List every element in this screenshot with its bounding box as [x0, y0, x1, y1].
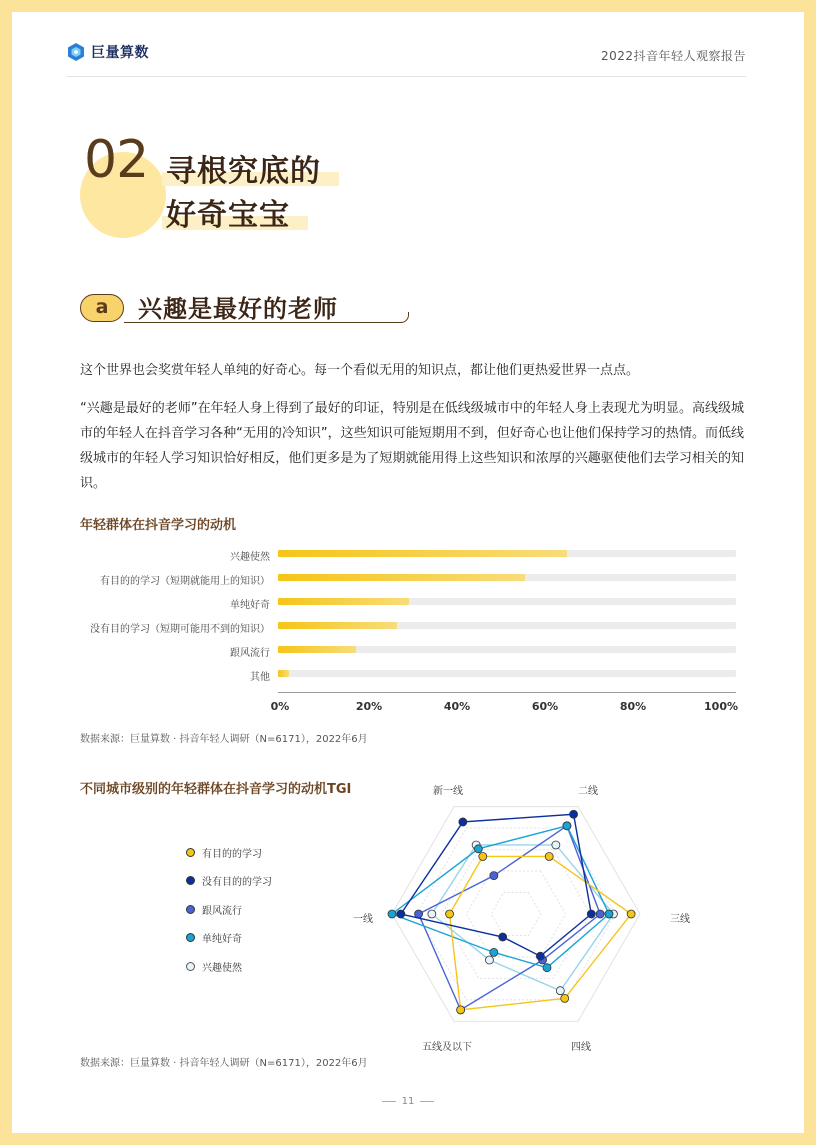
- radar-grid-ring: [466, 871, 565, 957]
- legend-label: 单纯好奇: [202, 934, 242, 946]
- bar-chart-title: 年轻群体在抖音学习的动机: [80, 518, 237, 533]
- radar-point: [545, 852, 553, 860]
- radar-axis-label: 四线: [571, 1042, 591, 1053]
- radar-point: [490, 872, 498, 880]
- legend-marker: [186, 933, 195, 942]
- radar-point: [479, 852, 487, 860]
- radar-point: [587, 910, 595, 918]
- radar-point: [539, 956, 547, 964]
- legend-label: 没有目的的学习: [202, 877, 272, 889]
- radar-point: [457, 1006, 465, 1014]
- radar-point: [536, 952, 544, 960]
- radar-axis-label: 五线及以下: [422, 1042, 472, 1053]
- radar-point: [563, 822, 571, 830]
- legend-item: [186, 924, 272, 953]
- bar-label: 兴趣使然: [230, 552, 270, 563]
- x-tick-label: 20%: [355, 700, 383, 713]
- x-tick-label: 80%: [619, 700, 647, 713]
- radar-series-line: [401, 814, 591, 956]
- radar-point: [457, 1006, 465, 1014]
- legend-label: 有目的的学习: [202, 848, 262, 860]
- radar-point: [543, 964, 551, 972]
- radar-grid-ring: [442, 850, 591, 979]
- report-page: [12, 12, 804, 1133]
- section-title-line1: 寻根究底的: [166, 146, 321, 190]
- bar: [278, 598, 409, 605]
- brand-logo-icon: [66, 42, 86, 62]
- radar-point: [552, 841, 560, 849]
- legend-marker: [186, 905, 195, 914]
- bar-track: [278, 646, 736, 653]
- radar-legend: [186, 838, 272, 981]
- radar-point: [472, 841, 480, 849]
- bar-chart-source: 数据来源：巨量算数 · 抖音年轻人调研（N=6171），2022年6月: [80, 734, 368, 745]
- radar-point: [485, 956, 493, 964]
- radar-series-line: [432, 845, 614, 991]
- radar-series-line: [450, 856, 632, 1009]
- radar-point: [428, 910, 436, 918]
- radar-grid-ring: [491, 893, 541, 936]
- radar-point: [556, 987, 564, 995]
- radar-axis-label: 二线: [578, 786, 598, 797]
- page-number: 11: [12, 1096, 804, 1107]
- radar-axis-label: 三线: [670, 914, 690, 925]
- radar-point: [415, 910, 423, 918]
- radar-point: [561, 994, 569, 1002]
- radar-point: [596, 910, 604, 918]
- radar-point: [474, 845, 482, 853]
- legend-marker: [186, 876, 195, 885]
- legend-item: [186, 952, 272, 981]
- bar: [278, 622, 397, 629]
- radar-point: [388, 910, 396, 918]
- subsection-badge: a: [80, 294, 124, 322]
- bar: [278, 574, 525, 581]
- section-title-line2: 好奇宝宝: [166, 190, 290, 234]
- legend-marker: [186, 962, 195, 971]
- radar-chart-title: 不同城市级别的年轻群体在抖音学习的动机TGI: [80, 782, 352, 797]
- x-tick-label: 60%: [531, 700, 559, 713]
- section-number: 02: [84, 130, 149, 190]
- bar-track: [278, 550, 736, 557]
- legend-label: 跟风流行: [202, 905, 242, 917]
- legend-marker: [186, 848, 195, 857]
- legend-item: [186, 895, 272, 924]
- radar-axis-label: 一线: [353, 914, 373, 925]
- x-axis-line: [278, 692, 736, 693]
- radar-point: [627, 910, 635, 918]
- bar-track: [278, 598, 736, 605]
- radar-grid-ring: [417, 828, 615, 1000]
- radar-point: [459, 818, 467, 826]
- radar-point: [397, 910, 405, 918]
- radar-grid-ring: [392, 807, 640, 1022]
- body-paragraph-2: “兴趣是最好的老师”在年轻人身上得到了最好的印证，特别是在低线级城市中的年轻人身上表现尤为明显。高线级城市的年轻人在抖音学习各种“无用的冷知识”，这些知识可能短期用不到，但好奇心也让他们保持学习的热情。而低线级城市的年轻人学习知识恰好相反，他们更多是为了短期就能用得上这些知识和浓厚的兴趣驱使他们去学习相关的知识。: [80, 401, 744, 491]
- report-title: 2022抖音年轻人观察报告: [600, 49, 746, 63]
- bar-track: [278, 622, 736, 629]
- radar-point: [490, 948, 498, 956]
- radar-point: [609, 910, 617, 918]
- bar-label: 有目的的学习（短期就能用上的知识）: [100, 576, 270, 587]
- bar-label: 跟风流行: [230, 648, 270, 659]
- brand-logo-text: 巨量算数: [91, 45, 149, 61]
- bar: [278, 550, 567, 557]
- radar-chart-source: 数据来源：巨量算数 · 抖音年轻人调研（N=6171），2022年6月: [80, 1058, 368, 1069]
- radar-axis-label: 新一线: [433, 786, 463, 797]
- bar-label: 其他: [250, 672, 270, 683]
- radar-series-line: [419, 826, 601, 1010]
- brand-logo: [66, 42, 149, 62]
- bar-track: [278, 670, 736, 677]
- radar-point: [570, 810, 578, 818]
- body-paragraph-1: 这个世界也会奖赏年轻人单纯的好奇心。每一个看似无用的知识点，都让他们更热爱世界一点点。: [80, 363, 640, 378]
- legend-label: 兴趣使然: [202, 962, 242, 974]
- legend-item: [186, 867, 272, 896]
- header-divider: [66, 76, 746, 77]
- x-tick-label: 0%: [270, 700, 290, 713]
- legend-item: [186, 838, 272, 867]
- bar-track: [278, 574, 736, 581]
- bar-label: 单纯好奇: [230, 600, 270, 611]
- radar-point: [499, 933, 507, 941]
- radar-point: [446, 910, 454, 918]
- bar: [278, 670, 289, 677]
- x-tick-label: 100%: [704, 700, 738, 713]
- subsection-title: 兴趣是最好的老师: [138, 295, 338, 323]
- bar-label: 没有目的学习（短期可能用不到的知识）: [90, 624, 270, 635]
- radar-series-line: [392, 826, 609, 968]
- radar-point: [563, 822, 571, 830]
- radar-point: [605, 910, 613, 918]
- bar: [278, 646, 356, 653]
- x-tick-label: 40%: [443, 700, 471, 713]
